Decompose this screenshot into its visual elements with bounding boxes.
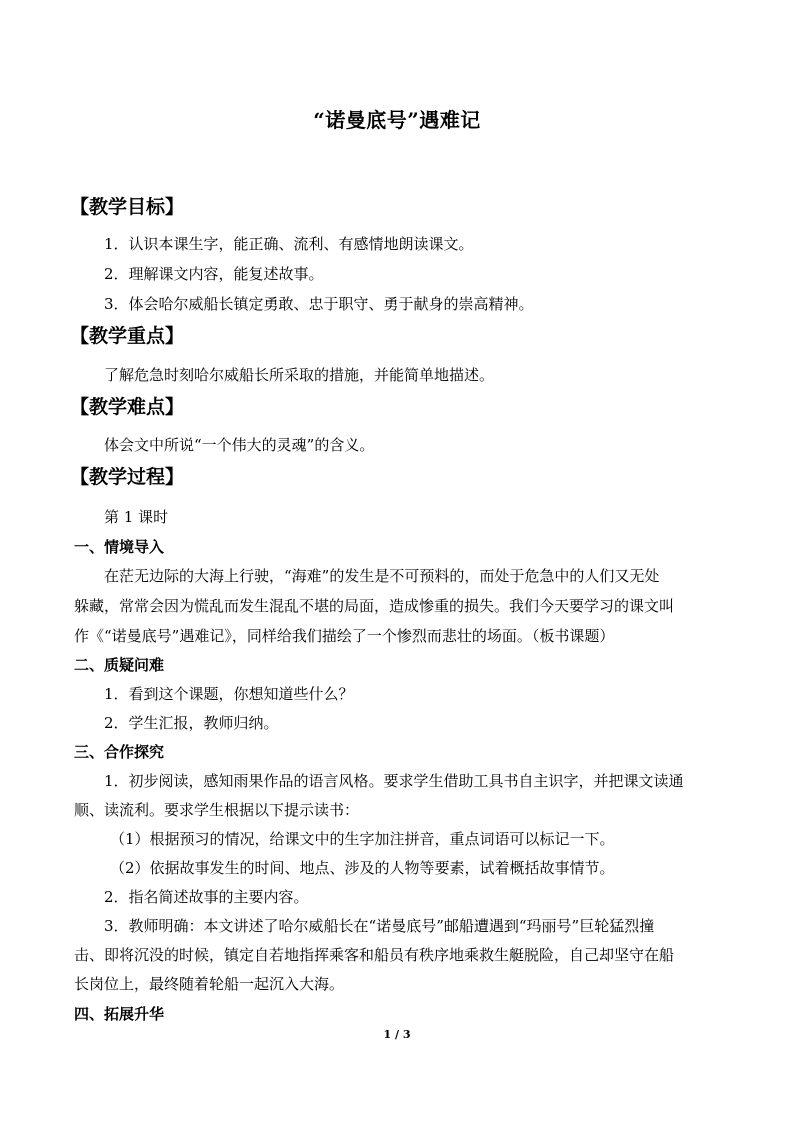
part3-line: （2）依据故事发生的时间、地点、涉及的人物等要素，试着概括故事情节。 (110, 859, 615, 877)
section-heading-process: 【教学过程】 (70, 466, 185, 488)
part1-line: 躲藏，常常会因为慌乱而发生混乱不堪的局面，造成惨重的损失。我们今天要学习的课文叫 (74, 597, 675, 615)
section-heading-goals: 【教学目标】 (70, 196, 185, 218)
part3-line: （1）根据预习的情况，给课文中的生字加注拼音，重点词语可以标记一下。 (110, 830, 615, 848)
difficulty-text: 体会文中所说“一个伟大的灵魂”的含义。 (104, 436, 375, 454)
part2-line: 2．学生汇报，教师归纳。 (104, 714, 279, 732)
part3-heading: 三、合作探究 (74, 743, 165, 761)
part1-line: 作《“诺曼底号”遇难记》，同样给我们描绘了一个惨烈而悲壮的场面。（板书课题） (74, 627, 615, 645)
part4-heading: 四、拓展升华 (74, 1005, 165, 1023)
part3-line: 3．教师明确：本文讲述了哈尔威船长在“诺曼底号”邮船遭遇到“玛丽号”巨轮猛烈撞 (104, 917, 655, 935)
part2-line: 1．看到这个课题，你想知道些什么？ (104, 685, 354, 703)
part3-line: 长岗位上，最终随着轮船一起沉入大海。 (74, 975, 345, 993)
section-heading-key: 【教学重点】 (70, 325, 185, 347)
part3-line: 1．初步阅读，感知雨果作品的语言风格。要求学生借助工具书自主识字，并把课文读通 (104, 772, 684, 790)
page-number: 1 / 3 (383, 1028, 411, 1041)
key-text: 了解危急时刻哈尔威船长所采取的措施，并能简单地描述。 (104, 366, 495, 384)
lesson-label: 第 1 课时 (104, 508, 169, 526)
part2-heading: 二、质疑问难 (74, 656, 165, 674)
part1-heading: 一、情境导入 (74, 538, 165, 556)
goal-item: 1．认识本课生字，能正确、流利、有感情地朗读课文。 (104, 235, 474, 253)
document-title: “诺曼底号”遇难记 (313, 108, 481, 132)
part3-line: 2．指名简述故事的主要内容。 (104, 888, 309, 906)
section-heading-difficulty: 【教学难点】 (70, 396, 185, 418)
goal-item: 2．理解课文内容，能复述故事。 (104, 265, 324, 283)
part1-line: 在茫无边际的大海上行驶，“海难”的发生是不可预料的，而处于危急中的人们又无处 (104, 567, 660, 585)
goal-item: 3．体会哈尔威船长镇定勇敢、忠于职守、勇于献身的崇高精神。 (104, 295, 534, 313)
part3-line: 击、即将沉没的时候，镇定自若地指挥乘客和船员有秩序地乘救生艇脱险，自己却坚守在船 (74, 946, 675, 964)
part3-line: 顺、读流利。要求学生根据以下提示读书： (74, 801, 360, 819)
